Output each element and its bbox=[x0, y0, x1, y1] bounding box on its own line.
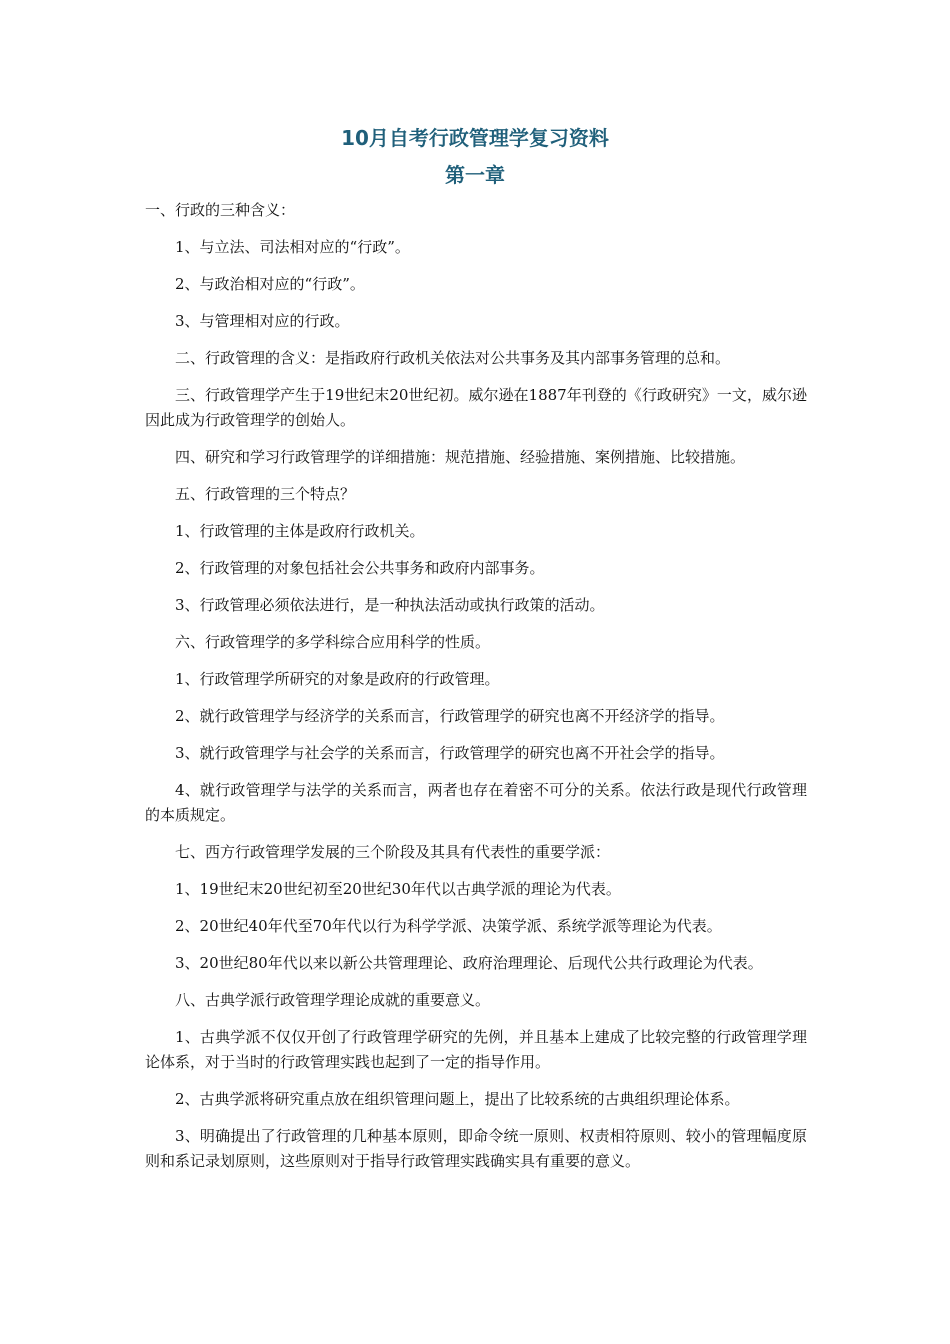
paragraph-3: 2、与政治相对应的“行政”。 bbox=[175, 275, 365, 293]
paragraph-13: 1、行政管理学所研究的对象是政府的行政管理。 bbox=[175, 670, 500, 688]
paragraph-7: 四、研究和学习行政管理学的详细措施：规范措施、经验措施、案例措施、比较措施。 bbox=[175, 448, 746, 466]
paragraph-8: 五、行政管理的三个特点？ bbox=[175, 485, 356, 503]
paragraph-19: 2、20世纪40年代至70年代以行为科学学派、决策学派、系统学派等理论为代表。 bbox=[175, 917, 722, 935]
paragraph-15: 3、就行政管理学与社会学的关系而言，行政管理学的研究也离不开社会学的指导。 bbox=[175, 744, 725, 762]
document-title: 10月自考行政管理学复习资料 bbox=[341, 126, 609, 150]
paragraph-6: 三、行政管理学产生于19世纪末20世纪初。威尔逊在1887年刊登的《行政研究》一文，威尔逊因此成为行政管理学的创始人。 bbox=[145, 386, 807, 429]
paragraph-4: 3、与管理相对应的行政。 bbox=[175, 312, 350, 330]
paragraph-10: 2、行政管理的对象包括社会公共事务和政府内部事务。 bbox=[175, 559, 545, 577]
paragraph-2: 1、与立法、司法相对应的“行政”。 bbox=[175, 238, 410, 256]
chapter-heading: 第一章 bbox=[445, 163, 505, 187]
paragraph-14: 2、就行政管理学与经济学的关系而言，行政管理学的研究也离不开经济学的指导。 bbox=[175, 707, 725, 725]
paragraph-22: 1、古典学派不仅仅开创了行政管理学研究的先例，并且基本上建成了比较完整的行政管理学理论体系，对于当时的行政管理实践也起到了一定的指导作用。 bbox=[145, 1028, 807, 1071]
paragraph-1: 一、行政的三种含义： bbox=[145, 201, 296, 219]
paragraph-9: 1、行政管理的主体是政府行政机关。 bbox=[175, 522, 425, 540]
paragraph-11: 3、行政管理必须依法进行，是一种执法活动或执行政策的活动。 bbox=[175, 596, 605, 614]
paragraph-12: 六、行政管理学的多学科综合应用科学的性质。 bbox=[175, 633, 491, 651]
paragraph-24: 3、明确提出了行政管理的几种基本原则，即命令统一原则、权责相符原则、较小的管理幅度原则和系记录划原则，这些原则对于指导行政管理实践确实具有重要的意义。 bbox=[145, 1127, 807, 1170]
paragraph-5: 二、行政管理的含义：是指政府行政机关依法对公共事务及其内部事务管理的总和。 bbox=[175, 349, 731, 367]
paragraph-20: 3、20世纪80年代以来以新公共管理理论、政府治理理论、后现代公共行政理论为代表。 bbox=[175, 954, 763, 972]
paragraph-23: 2、古典学派将研究重点放在组织管理问题上，提出了比较系统的古典组织理论体系。 bbox=[175, 1090, 740, 1108]
document-body bbox=[145, 198, 807, 1186]
paragraph-18: 1、19世纪末20世纪初至20世纪30年代以古典学派的理论为代表。 bbox=[175, 880, 621, 898]
paragraph-21: 八、古典学派行政管理学理论成就的重要意义。 bbox=[175, 991, 491, 1009]
paragraph-17: 七、西方行政管理学发展的三个阶段及其具有代表性的重要学派： bbox=[175, 843, 611, 861]
paragraph-16: 4、就行政管理学与法学的关系而言，两者也存在着密不可分的关系。依法行政是现代行政管理的本质规定。 bbox=[145, 781, 807, 824]
